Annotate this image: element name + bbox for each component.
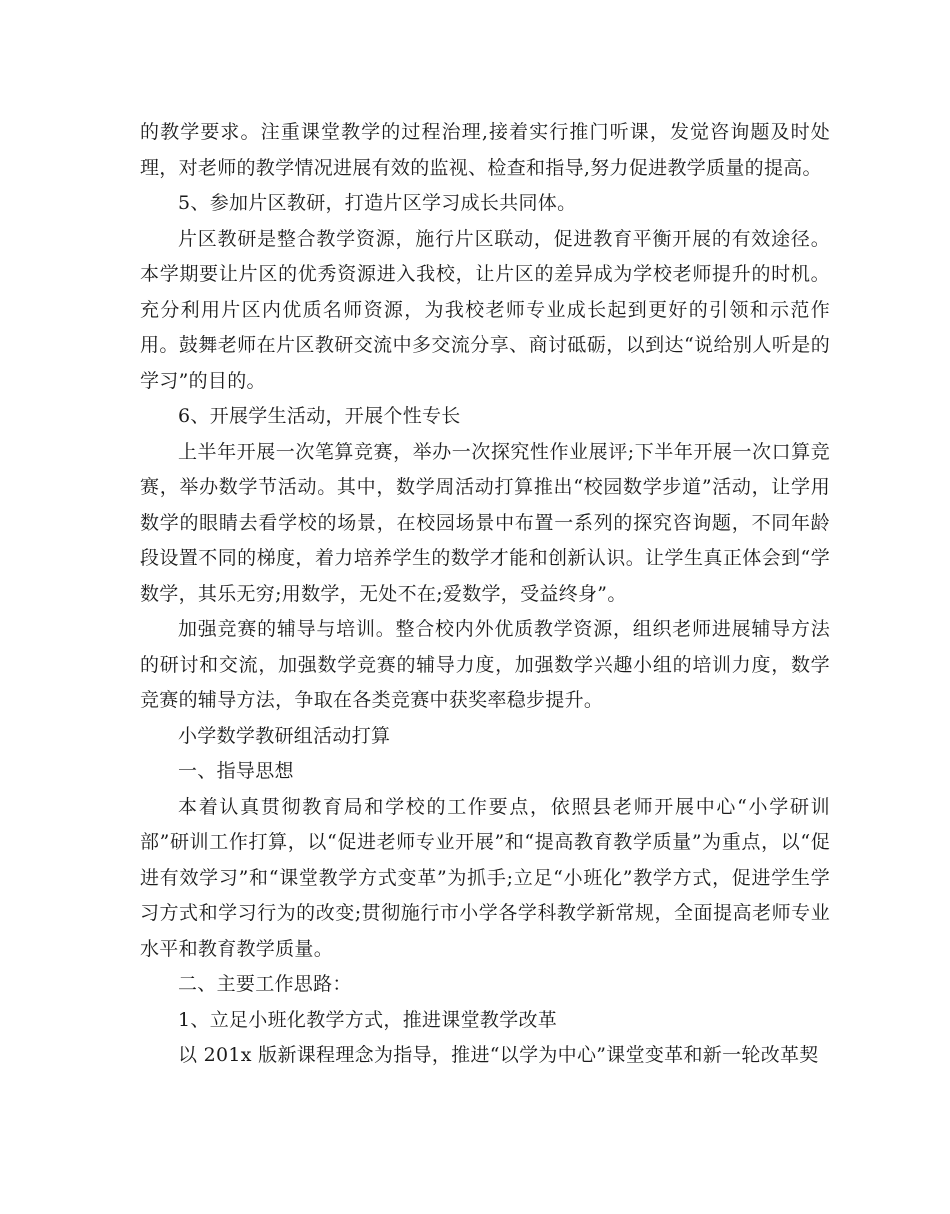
heading-guiding-ideology: 一、指导思想 xyxy=(178,760,294,782)
paragraph-4: 6、开展学生活动，开展个性专长 xyxy=(178,405,461,427)
paragraph-6: 加强竞赛的辅导与培训。整合校内外优质教学资源，组织老师进展辅导方法的研讨和交流，加强数学竞赛的辅导力度，加强数学兴趣小组的培训力度，数学竞赛的辅导方法，争取在各类竞赛中获奖率稳步提升。 xyxy=(140,618,830,711)
document-body xyxy=(140,115,830,1074)
paragraph-1: 的教学要求。注重课堂教学的过程治理,接着实行推门听课，发觉咨询题及时处理，对老师的教学情况进展有效的监视、检查和指导,努力促进教学质量的提高。 xyxy=(140,121,830,179)
section-title: 小学数学教研组活动打算 xyxy=(178,724,391,747)
heading-main-work-ideas: 二、主要工作思路： xyxy=(178,973,352,995)
subheading-small-class: 1、立足小班化教学方式，推进课堂教学改革 xyxy=(178,1008,558,1031)
paragraph-5: 上半年开展一次笔算竞赛，举办一次探究性作业展评;下半年开展一次口算竞赛，举办数学节活动。其中，数学周活动打算推出“校园数学步道”活动，让学用数学的眼睛去看学校的场景，在校园场景中布置一系列的探究咨询题，不同年龄段设置不同的梯度，着力培养学生的数学才能和创新认识。让学生真正体会到“学数学，其乐无穷;用数学，无处不在;爱数学，受益终身”。 xyxy=(140,440,830,605)
paragraph-9: 本着认真贯彻教育局和学校的工作要点，依照县老师开展中心“小学研训部”研训工作打算，以“促进老师专业开展”和“提高教育教学质量”为重点，以“促进有效学习”和“课堂教学方式变革”为抓手;立足“小班化”教学方式，促进学生学习方式和学习行为的改变;贯彻施行市小学各学科教学新常规，全面提高老师专业水平和教育教学质量。 xyxy=(140,795,830,960)
paragraph-3: 片区教研是整合教学资源，施行片区联动，促进教育平衡开展的有效途径。本学期要让片区的优秀资源进入我校，让片区的差异成为学校老师提升的时机。充分利用片区内优质名师资源，为我校老师专业成长起到更好的引领和示范作用。鼓舞老师在片区教研交流中多交流分享、商讨砥砺，以到达“说给别人听是的学习”的目的。 xyxy=(140,227,830,392)
paragraph-2: 5、参加片区教研，打造片区学习成长共同体。 xyxy=(178,192,577,214)
paragraph-12: 以 201x 版新课程理念为指导，推进“以学为中心”课堂变革和新一轮改革契 xyxy=(178,1044,819,1066)
